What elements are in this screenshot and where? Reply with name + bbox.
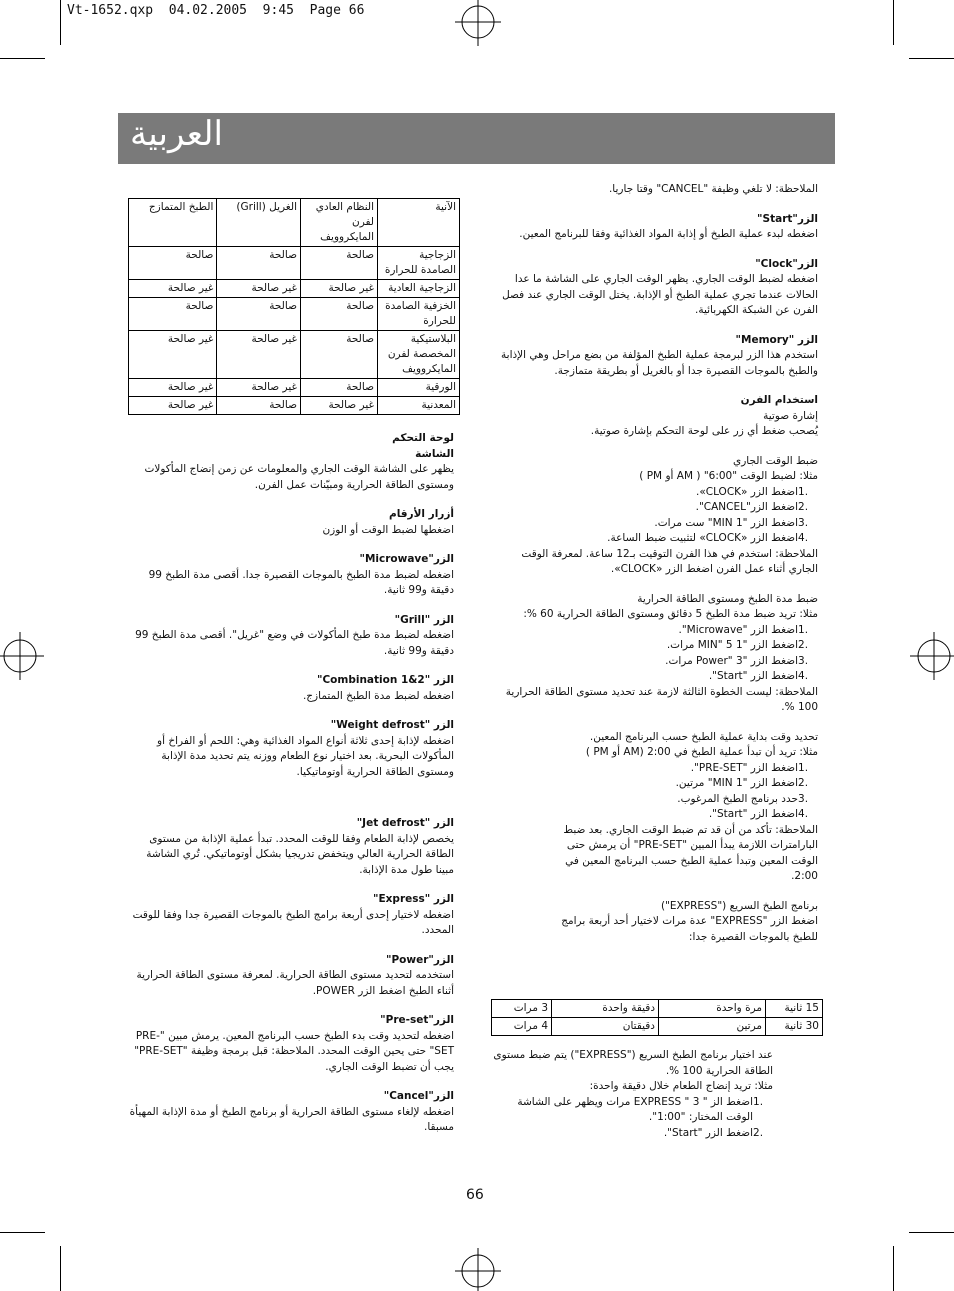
crop-mark xyxy=(60,1246,61,1291)
list-item: .3 اضغط الزر "Power" 3 مرات. xyxy=(492,654,818,670)
section-heading: الزر"Cancel" xyxy=(383,1090,454,1102)
cookware-table xyxy=(128,198,460,415)
table-cell: الزجاجية العادية xyxy=(378,280,460,298)
table-cell: صالحة xyxy=(129,247,217,280)
section-heading: الزر "Express" xyxy=(373,893,454,905)
step-text: اضغط الز " EXPRESS " 3 مرات ويظهر على الشاشة الوقت المختار: "1:00". xyxy=(517,1095,753,1123)
step-text: اضغط الزر"CANCEL". xyxy=(695,501,798,513)
table-cell: دقيقة واحدة xyxy=(552,1000,659,1018)
list-item: .4 اضغط الزر "Start". xyxy=(492,669,818,685)
paragraph: يظهر على الشاشة الوقت الجاري والمعلومات عن زمن إنضاج المأكولات ومستوى الطاقة الحرارية ومبيّنات عمل الفرن. xyxy=(144,463,454,491)
step-text: اضغط الزر "Start". xyxy=(708,808,798,820)
paragraph: اضغطه لضبط مدة الطبخ المتمازج. xyxy=(302,689,454,702)
section-heading: الزر "Grill" xyxy=(394,613,454,626)
list-item: .2 اضغط الزر "1 MIN" 5 مرات. xyxy=(492,638,818,654)
list-item: .2 اضغط الزر "Start". xyxy=(492,1126,773,1142)
table-cell: غير صالحة xyxy=(129,280,217,298)
paragraph: يخصص لإذابة الطعام وفقا للوقت المحدد. تبدأ عملية الإذابة من مستوى الطاقة الحرارية العالي ويتخفض تدريجيا بشكل أوتوماتيكي. تُري الشاشة مبينا طول مدة الإذابة. xyxy=(146,832,454,876)
step-text: حدد برنامج الطبخ المرغوب. xyxy=(677,792,798,805)
table-header-cell: الآنية xyxy=(378,199,460,247)
example-line: مثلا: لضبط الوقت "6:00" ( AM أو PM ) xyxy=(639,470,818,482)
table-row xyxy=(492,1018,823,1036)
crop-mark xyxy=(0,1232,45,1233)
table-row xyxy=(129,298,460,331)
step-text: اضغط الزر «CLOCK» لتثبيت ضبط الساعة. xyxy=(607,532,798,544)
step-text: اضغط الزر "1 MIN" ست مرات. xyxy=(654,516,798,529)
section-heading: الزر"Microwave" xyxy=(359,553,454,565)
section-heading: الزر"Power" xyxy=(386,953,454,966)
section-heading: الزر"Pre-set" xyxy=(380,1014,454,1026)
crop-mark xyxy=(893,1246,894,1291)
list-item: .4 اضغط الزر "Start". xyxy=(537,807,818,823)
paragraph: اضغطه لتحديد وقت بدء الطبخ حسب البرنامج المعين. يرمش مبين "PRE-SET" حتى يحين الوقت المحدد. الملاحظة: قبل برمجة وظيفة "PRE-SET" يجب أن تضبط الوقت الجاري. xyxy=(134,1029,454,1073)
paragraph: استخدمه لتحديد مستوى الطاقة الحرارية. لمعرفة مستوى الطاقة الحرارية أثناء الطبخ اضغط الزر POWER. xyxy=(136,969,454,997)
table-cell: 30 ثانية xyxy=(766,1018,823,1036)
table-cell: دقيقتان xyxy=(552,1018,659,1036)
table-cell: مرة واحدة xyxy=(659,1000,766,1018)
table-cell: الخزفية الصامدة للحرارة xyxy=(378,298,460,331)
paragraph: الملاحظة: لا تلغي وظيفة "CANCEL" وقتا جاريا. xyxy=(608,183,818,195)
section-heading: الزر"Clock" xyxy=(755,257,818,270)
table-row xyxy=(129,379,460,397)
left-column xyxy=(128,431,454,1136)
step-text: اضغط الزر "Start". xyxy=(663,1126,753,1139)
step-text: اضغط الزر "Start". xyxy=(708,670,798,682)
right-column xyxy=(492,182,818,945)
table-row xyxy=(129,331,460,379)
section-heading: الزر"Start" xyxy=(757,212,818,225)
step-text: اضغط الزر "Power" 3 مرات. xyxy=(665,654,798,667)
express-notes xyxy=(492,1048,773,1141)
table-cell: صالحة xyxy=(301,298,378,331)
table-header-cell: الغريل (Grill) xyxy=(217,199,301,247)
table-row xyxy=(492,1000,823,1018)
table-cell: غير صالحة xyxy=(217,331,301,379)
section-heading: الزر "Jet defrost" xyxy=(356,817,454,829)
table-cell: غير صالحة xyxy=(301,397,378,415)
step-text: اضغط الزر "PRE-SET". xyxy=(690,761,798,774)
note: الملاحظة: استخدم في هذا الفرن التوقيت بـ12 ساعة. لمعرفة الوقت الجاري أثناء عمل الفرن اضغط الزر «CLOCK». xyxy=(521,547,818,575)
step-text: اضغط الزر «CLOCK». xyxy=(695,485,798,498)
list-item: .1 اضغط الزر «CLOCK». xyxy=(492,485,818,501)
table-cell: صالحة xyxy=(301,331,378,379)
example-line: مثلا: تريد ضبط مدة الطبخ 5 دقائق ومستوى الطاقة الحرارية 60 %: xyxy=(523,608,818,620)
crop-mark xyxy=(60,0,61,45)
paragraph: عند اختيار برنامج الطبخ السريع ("EXPRESS") يتم ضبط مستوى الطاقة الحرارية 100 %. xyxy=(493,1049,773,1077)
note: الملاحظة: تأكد من أن قد تم ضبط الوقت الجاري. بعد ضبط البارامترات اللازمة يبدأ المبين "PRE-SET" أن يرمش حتى الوقت المعين وتبدأ عملية الطبخ حسب البرنامج المعين في 2:00. xyxy=(563,823,818,882)
paragraph: اضغطه لإذابة إحدى ثلاثة أنواع المواد الغذائية وهي: اللحم أو الفراخ أو المأكولات البحرية. بعد اختيار نوع الطعام ووزنه يتم تحديد مدة الإذابة ومستوى الطاقة الحرارية أوتوماتيكيا. xyxy=(157,734,454,778)
list-item: .1 اضغط الزر "PRE-SET". xyxy=(537,761,818,777)
registration-mark-bottom xyxy=(447,1248,509,1291)
paragraph: استخدم هذا الزر لبرمجة عملية الطبخ المؤلفة من بضع مراحل وهي الإذابة والطبخ بالموجات القصيرة جدا أو بالغريل أو بطريقة متمازجة. xyxy=(501,349,818,377)
section-heading: الشاشة xyxy=(415,447,454,460)
table-cell: غير صالحة xyxy=(301,280,378,298)
step-text: اضغط الزر "1 MIN" 5 مرات. xyxy=(666,639,798,651)
list-item: .4 اضغط الزر «CLOCK» لتثبيت ضبط الساعة. xyxy=(492,531,818,547)
paragraph: اضغطه لاختيار إحدى أربعة برامج الطبخ بالموجات القصيرة جدا وفقا للوقت المحدد. xyxy=(132,908,454,936)
crop-mark xyxy=(893,0,894,45)
file-slug: Vt-1652.qxp 04.02.2005 9:45 Page 66 xyxy=(67,3,365,18)
table-cell: صالحة xyxy=(217,298,301,331)
crop-mark xyxy=(909,1232,954,1233)
table-cell: صالحة xyxy=(301,247,378,280)
paragraph: اضغطه لضبط مدة الطبخ بالموجات القصيرة جدا. أقصى مدة الطبخ 99 دقيقة و99 ثانية. xyxy=(148,568,454,596)
subheading: إشارة صوتية xyxy=(763,409,818,422)
paragraph: اضغطه لبدء عملية الطبخ أو إذابة المواد الغذائية وفقا للبرنامج المعين. xyxy=(519,228,818,240)
subheading: تحديد وقت بداية عملية الطبخ حسب البرنامج المعين. xyxy=(589,730,818,743)
crop-mark xyxy=(0,58,45,59)
step-text: اضغط الزر "1 MIN" مرتين. xyxy=(675,777,798,789)
list-item: .1 اضغط الزر "Microwave". xyxy=(492,623,818,639)
section-heading: الزر "Memory" xyxy=(735,333,818,346)
table-cell: الورقية xyxy=(378,379,460,397)
subheading: برنامج الطبخ السريع ("EXPRESS") xyxy=(660,899,818,912)
table-cell: غير صالحة xyxy=(129,397,217,415)
registration-mark-right xyxy=(906,624,954,688)
list-item: .2 اضغط الزر "1 MIN" مرتين. xyxy=(537,776,818,792)
list-item: .2 اضغط الزر"CANCEL". xyxy=(492,500,818,516)
note: الملاحظة: ليست الخطوة الثالثة لازمة عند تحديد مستوى الطاقة الحرارية 100 %. xyxy=(505,685,818,713)
table-cell: صالحة xyxy=(129,298,217,331)
table-cell: البلاستيكية المخصصة لفرن المايكروويف xyxy=(378,331,460,379)
table-row xyxy=(129,247,460,280)
list-item: .1 اضغط الز " EXPRESS " 3 مرات ويظهر على الشاشة الوقت المختار: "1:00". xyxy=(492,1095,773,1126)
registration-mark-left xyxy=(0,624,46,688)
table-cell: غير صالحة xyxy=(217,379,301,397)
express-table xyxy=(491,999,823,1036)
table-cell: الزجاجية الصامدة للحرارة xyxy=(378,247,460,280)
paragraph: اضغطه لإلغاء مستوى الطاقة الحرارية أو برنامج الطبخ أو مدة الإذابة المهيأة مسبقا. xyxy=(129,1105,454,1133)
registration-mark-top xyxy=(447,0,509,48)
crop-mark xyxy=(909,58,954,59)
paragraph: اضغطها لضبط الوقت أو الوزن xyxy=(322,523,454,536)
table-row xyxy=(129,397,460,415)
paragraph: اضغطه لضبط مدة طبخ المأكولات في وضع "غريل". أقصى مدة الطبخ 99 دقيقة و99 ثانية. xyxy=(135,629,454,657)
subheading: ضبط مدة الطبخ ومستوى الطاقة الحرارية xyxy=(637,592,818,605)
table-cell: 15 ثانية xyxy=(766,1000,823,1018)
title-banner xyxy=(118,113,835,164)
section-heading: استخدام الفرن xyxy=(740,394,818,406)
table-cell: 4 مرات xyxy=(492,1018,552,1036)
table-header-cell: النظام العادي لفرن المايكروويف xyxy=(301,199,378,247)
subheading: ضبط الوقت الجاري xyxy=(733,454,818,467)
table-cell: غير صالحة xyxy=(129,331,217,379)
paragraph: اضغط الزر "EXPRESS" عدة مرات لاختيار أحد أربعة برامج للطبخ بالموجات القصيرة جدا: xyxy=(561,915,818,943)
table-row xyxy=(129,280,460,298)
list-item: .3 اضغط الزر "1 MIN" ست مرات. xyxy=(492,516,818,532)
paragraph: اضغطه لضبط الوقت الجاري. يظهر الوقت الجاري على الشاشة ما عدا الحالات عندما تجري عملية الطبخ أو الإذابة. يختل الوقت الجاري عند فصل الفرن عن الشبكة الكهربائية. xyxy=(502,273,818,316)
table-cell: مرتين xyxy=(659,1018,766,1036)
list-item: .3 حدد برنامج الطبخ المرغوب. xyxy=(537,792,818,808)
table-cell: صالحة xyxy=(301,379,378,397)
page-title: العربية xyxy=(130,114,223,154)
table-cell: صالحة xyxy=(217,397,301,415)
step-text: اضغط الزر "Microwave". xyxy=(678,623,798,636)
table-header-row xyxy=(129,199,460,247)
section-heading: لوحة التحكم xyxy=(392,432,454,444)
table-cell: المعدنية xyxy=(378,397,460,415)
table-cell: صالحة xyxy=(217,247,301,280)
table-cell: غير صالحة xyxy=(129,379,217,397)
section-heading: أزرار الأرقام xyxy=(389,508,454,520)
paragraph: يُصحب ضغط أي زر على لوحة التحكم بإشارة صوتية. xyxy=(590,425,818,437)
table-cell: غير صالحة xyxy=(217,280,301,298)
page-number: 66 xyxy=(466,1187,484,1203)
table-cell: 3 مرات xyxy=(492,1000,552,1018)
example-line: مثلا: تريد إنضاج الطعام خلال دقيقة واحدة: xyxy=(589,1080,773,1092)
section-heading: الزر "Combination 1&2" xyxy=(316,674,454,686)
example-line: مثلا: تريد أن تبدأ عملية الطبخ في 2:00 (AM أو PM ) xyxy=(585,746,818,758)
table-header-cell: الطبخ المتمازج xyxy=(129,199,217,247)
section-heading: الزر "Weight defrost" xyxy=(330,719,454,731)
